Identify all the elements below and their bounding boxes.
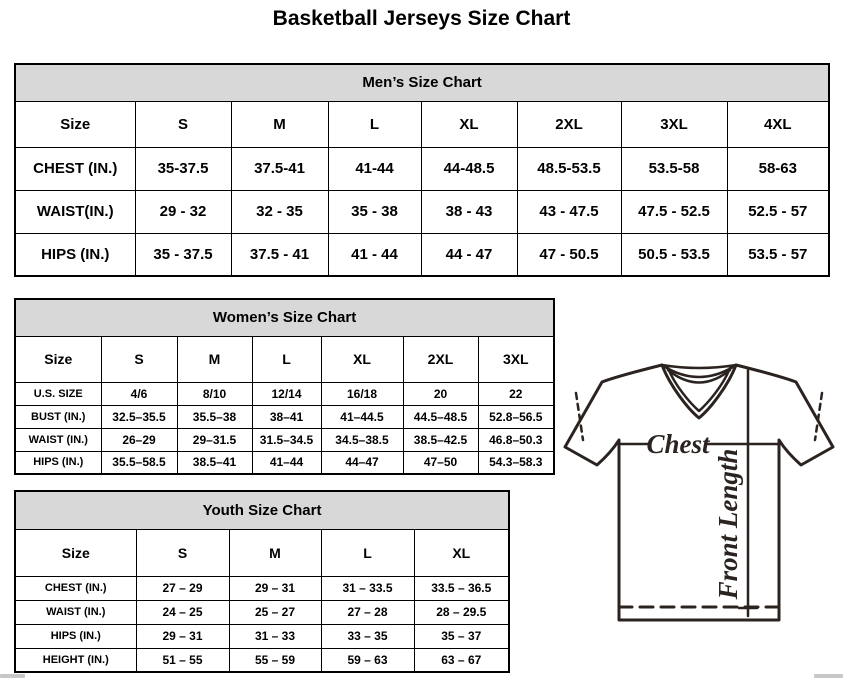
table-cell: 46.8–50.3 [478, 428, 554, 451]
youth-size-chart-table [14, 490, 508, 671]
table-cell: 27 – 29 [136, 576, 229, 600]
table-cell: 47 - 50.5 [517, 233, 621, 276]
table-row [15, 600, 509, 624]
table-cell: 48.5-53.5 [517, 147, 621, 190]
table-cell: 63 – 67 [414, 648, 509, 672]
table-cell: 27 – 28 [321, 600, 414, 624]
chest-measurement-label: Chest [646, 429, 710, 459]
womens-col-m: M [177, 336, 252, 382]
table-cell: 32 - 35 [231, 190, 328, 233]
youth-size-corner-label: Size [15, 529, 136, 576]
womens-col-xl: XL [321, 336, 403, 382]
mens-col-3xl: 3XL [621, 101, 727, 147]
mens-table-title: Men’s Size Chart [15, 64, 829, 101]
womens-table-title: Women’s Size Chart [15, 299, 554, 336]
table-cell: 26–29 [101, 428, 177, 451]
mens-size-chart-table [14, 63, 828, 276]
table-row [15, 428, 554, 451]
table-cell: 54.3–58.3 [478, 451, 554, 474]
table-cell: 52.8–56.5 [478, 405, 554, 428]
table-cell: 35-37.5 [135, 147, 231, 190]
womens-row-label-hips: HIPS (IN.) [15, 451, 101, 474]
table-cell: 59 – 63 [321, 648, 414, 672]
jersey-outline-icon [565, 365, 833, 620]
womens-size-corner-label: Size [15, 336, 101, 382]
table-cell: 28 – 29.5 [414, 600, 509, 624]
mens-row-label-waist: WAIST(IN.) [15, 190, 135, 233]
table-cell: 44-48.5 [421, 147, 517, 190]
table-row [15, 576, 509, 600]
table-cell: 25 – 27 [229, 600, 321, 624]
table-cell: 53.5 - 57 [727, 233, 829, 276]
table-cell: 4/6 [101, 382, 177, 405]
table-row [15, 451, 554, 474]
table-cell: 37.5-41 [231, 147, 328, 190]
table-cell: 41-44 [328, 147, 421, 190]
front-length-measurement-label: Front Length [713, 448, 743, 600]
table-cell: 52.5 - 57 [727, 190, 829, 233]
table-cell: 20 [403, 382, 478, 405]
mens-size-corner-label: Size [15, 101, 135, 147]
table-cell: 34.5–38.5 [321, 428, 403, 451]
table-cell: 31 – 33 [229, 624, 321, 648]
table-cell: 41–44.5 [321, 405, 403, 428]
womens-size-chart-table [14, 298, 553, 473]
table-cell: 31 – 33.5 [321, 576, 414, 600]
youth-row-label-waist: WAIST (IN.) [15, 600, 136, 624]
table-cell: 35.5–38 [177, 405, 252, 428]
table-cell: 35 – 37 [414, 624, 509, 648]
womens-col-2xl: 2XL [403, 336, 478, 382]
youth-col-l: L [321, 529, 414, 576]
youth-col-xl: XL [414, 529, 509, 576]
table-row [15, 147, 829, 190]
table-cell: 29 - 32 [135, 190, 231, 233]
table-cell: 53.5-58 [621, 147, 727, 190]
womens-col-3xl: 3XL [478, 336, 554, 382]
table-row [15, 405, 554, 428]
table-cell: 24 – 25 [136, 600, 229, 624]
table-cell: 33 – 35 [321, 624, 414, 648]
mens-row-label-hips: HIPS (IN.) [15, 233, 135, 276]
horizontal-scrollbar-thumb-left[interactable] [0, 674, 25, 678]
jersey-measurement-diagram [558, 356, 840, 630]
womens-row-label-us-size: U.S. SIZE [15, 382, 101, 405]
womens-row-label-waist: WAIST (IN.) [15, 428, 101, 451]
mens-row-label-chest: CHEST (IN.) [15, 147, 135, 190]
table-cell: 29 – 31 [136, 624, 229, 648]
table-cell: 29–31.5 [177, 428, 252, 451]
table-cell: 44.5–48.5 [403, 405, 478, 428]
mens-col-4xl: 4XL [727, 101, 829, 147]
table-row [15, 648, 509, 672]
youth-col-m: M [229, 529, 321, 576]
table-cell: 37.5 - 41 [231, 233, 328, 276]
table-cell: 33.5 – 36.5 [414, 576, 509, 600]
youth-table-title: Youth Size Chart [15, 491, 509, 529]
table-cell: 47–50 [403, 451, 478, 474]
mens-col-s: S [135, 101, 231, 147]
table-cell: 38–41 [252, 405, 321, 428]
womens-col-s: S [101, 336, 177, 382]
youth-row-label-hips: HIPS (IN.) [15, 624, 136, 648]
table-cell: 47.5 - 52.5 [621, 190, 727, 233]
horizontal-scrollbar-thumb-right[interactable] [814, 674, 843, 678]
table-cell: 55 – 59 [229, 648, 321, 672]
womens-col-l: L [252, 336, 321, 382]
table-cell: 41–44 [252, 451, 321, 474]
table-cell: 44–47 [321, 451, 403, 474]
table-cell: 50.5 - 53.5 [621, 233, 727, 276]
table-cell: 38.5–42.5 [403, 428, 478, 451]
youth-row-label-height: HEIGHT (IN.) [15, 648, 136, 672]
table-cell: 35 - 38 [328, 190, 421, 233]
table-cell: 32.5–35.5 [101, 405, 177, 428]
youth-row-label-chest: CHEST (IN.) [15, 576, 136, 600]
mens-col-2xl: 2XL [517, 101, 621, 147]
table-cell: 35.5–58.5 [101, 451, 177, 474]
mens-col-xl: XL [421, 101, 517, 147]
table-cell: 44 - 47 [421, 233, 517, 276]
page-title: Basketball Jerseys Size Chart [272, 7, 571, 30]
table-row [15, 624, 509, 648]
mens-col-m: M [231, 101, 328, 147]
womens-row-label-bust: BUST (IN.) [15, 405, 101, 428]
table-cell: 41 - 44 [328, 233, 421, 276]
youth-col-s: S [136, 529, 229, 576]
table-cell: 58-63 [727, 147, 829, 190]
table-row [15, 190, 829, 233]
table-cell: 35 - 37.5 [135, 233, 231, 276]
table-cell: 31.5–34.5 [252, 428, 321, 451]
table-cell: 43 - 47.5 [517, 190, 621, 233]
table-cell: 38 - 43 [421, 190, 517, 233]
table-cell: 29 – 31 [229, 576, 321, 600]
table-cell: 8/10 [177, 382, 252, 405]
mens-col-l: L [328, 101, 421, 147]
table-row [15, 233, 829, 276]
table-cell: 38.5–41 [177, 451, 252, 474]
table-cell: 22 [478, 382, 554, 405]
table-cell: 16/18 [321, 382, 403, 405]
table-cell: 51 – 55 [136, 648, 229, 672]
table-cell: 12/14 [252, 382, 321, 405]
table-row [15, 382, 554, 405]
